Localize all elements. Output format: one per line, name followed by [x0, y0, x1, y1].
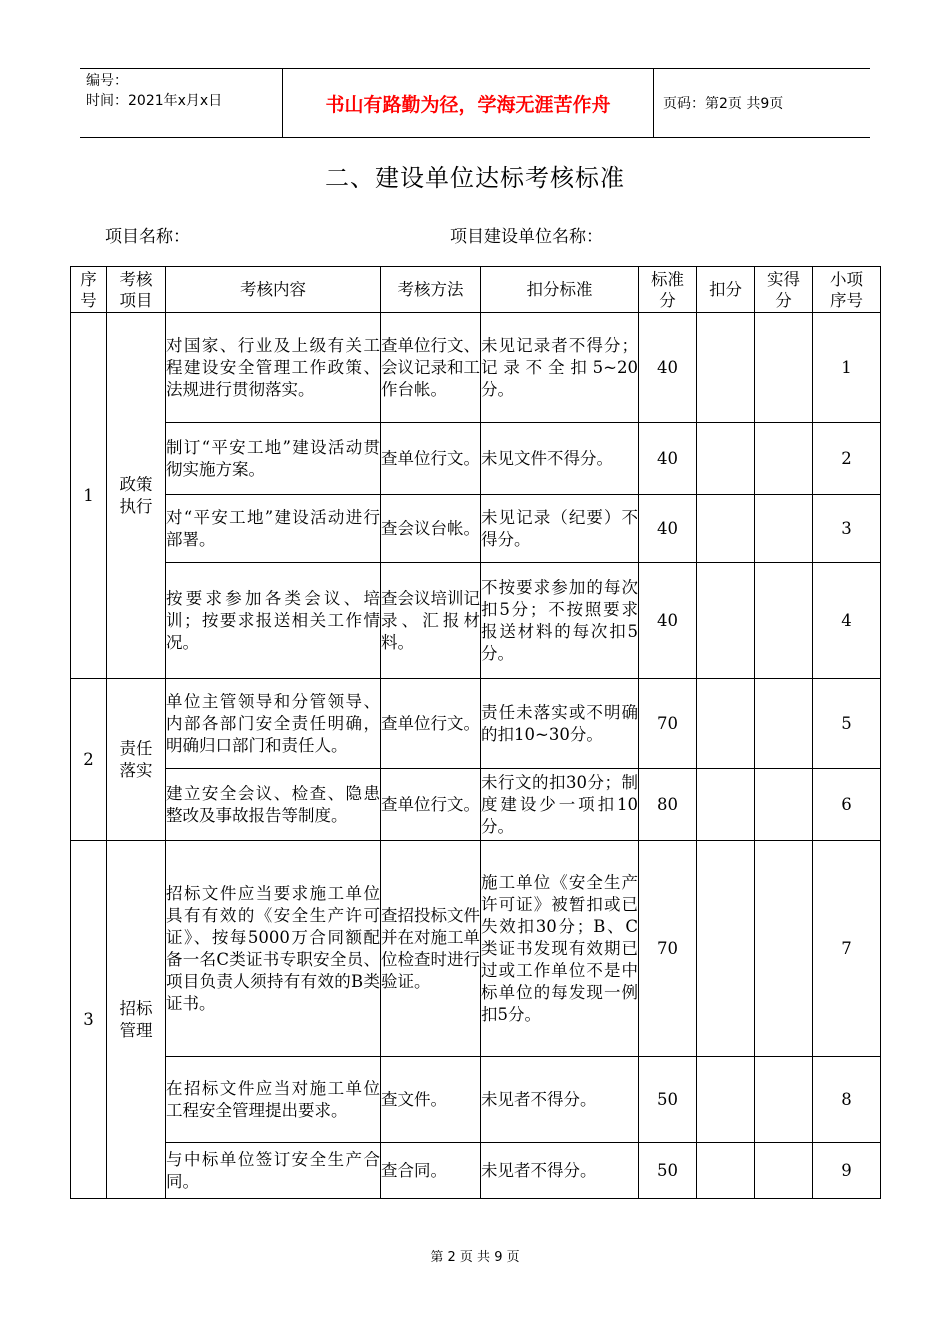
table-header-row	[71, 267, 881, 313]
page-header	[80, 68, 870, 138]
row-content: 与中标单位签订安全生产合同。	[166, 1143, 381, 1199]
row-deducted	[697, 841, 755, 1057]
row-content: 单位主管领导和分管领导、内部各部门安全责任明确，明确归口部门和责任人。	[166, 679, 381, 769]
row-deduction: 未行文的扣30分；制度建设少一项扣10分。	[481, 769, 639, 841]
row-item-no: 8	[813, 1057, 881, 1143]
row-actual	[755, 313, 813, 423]
row-method: 查单位行文。	[381, 679, 481, 769]
row-method: 查会议台帐。	[381, 495, 481, 563]
header-motto: 书山有路勤为径，学海无涯苦作舟	[282, 69, 654, 137]
header-category: 考核项目	[107, 267, 166, 313]
row-method: 查单位行文。	[381, 769, 481, 841]
header-deducted: 扣分	[697, 267, 755, 313]
row-method: 查合同。	[381, 1143, 481, 1199]
row-actual	[755, 841, 813, 1057]
row-method: 查招投标文件并在对施工单位检查时进行验证。	[381, 841, 481, 1057]
row-deduction: 未见记录（纪要）不得分。	[481, 495, 639, 563]
header-deduction: 扣分标准	[481, 267, 639, 313]
table-row	[71, 423, 881, 495]
row-deduction: 不按要求参加的每次扣5分；不按照要求报送材料的每次扣5分。	[481, 563, 639, 679]
row-actual	[755, 423, 813, 495]
header-no: 序号	[71, 267, 107, 313]
row-content: 对“平安工地”建设活动进行部署。	[166, 495, 381, 563]
row-deducted	[697, 769, 755, 841]
row-item-no: 3	[813, 495, 881, 563]
project-name-label: 项目名称：	[105, 227, 190, 247]
row-actual	[755, 495, 813, 563]
row-content: 在招标文件应当对施工单位工程安全管理提出要求。	[166, 1057, 381, 1143]
row-method: 查单位行文。	[381, 423, 481, 495]
section-no: 1	[71, 313, 107, 679]
table-row	[71, 1143, 881, 1199]
row-item-no: 9	[813, 1143, 881, 1199]
row-deduction: 未见者不得分。	[481, 1057, 639, 1143]
row-score: 50	[639, 1143, 697, 1199]
header-item-no: 小项序号	[813, 267, 881, 313]
table-row	[71, 495, 881, 563]
header-method: 考核方法	[381, 267, 481, 313]
row-actual	[755, 769, 813, 841]
section-category: 责任落实	[107, 679, 166, 841]
row-score: 70	[639, 679, 697, 769]
row-content: 制订“平安工地”建设活动贯彻实施方案。	[166, 423, 381, 495]
row-item-no: 4	[813, 563, 881, 679]
row-deducted	[697, 1143, 755, 1199]
row-deducted	[697, 313, 755, 423]
section-category: 招标管理	[107, 841, 166, 1199]
row-score: 50	[639, 1057, 697, 1143]
row-content: 建立安全会议、检查、隐患整改及事故报告等制度。	[166, 769, 381, 841]
row-actual	[755, 563, 813, 679]
row-deduction: 未见文件不得分。	[481, 423, 639, 495]
row-method: 查单位行文、会议记录和工作台帐。	[381, 313, 481, 423]
row-item-no: 7	[813, 841, 881, 1057]
row-deduction: 责任未落实或不明确的扣10~30分。	[481, 679, 639, 769]
row-item-no: 1	[813, 313, 881, 423]
table-row	[71, 679, 881, 769]
row-content: 对国家、行业及上级有关工程建设安全管理工作政策、法规进行贯彻落实。	[166, 313, 381, 423]
row-score: 40	[639, 563, 697, 679]
assessment-table	[70, 266, 881, 1199]
table-row	[71, 769, 881, 841]
table-row	[71, 841, 881, 1057]
header-content: 考核内容	[166, 267, 381, 313]
row-deducted	[697, 679, 755, 769]
header-actual-score: 实得分	[755, 267, 813, 313]
header-page-label: 页码：第2页 共9页	[663, 96, 784, 112]
header-standard-score: 标准分	[639, 267, 697, 313]
row-deduction: 施工单位《安全生产许可证》被暂扣或已失效扣30分；B、C类证书发现有效期已过或工作单位不是中标单位的每发现一例扣5分。	[481, 841, 639, 1057]
section-no: 3	[71, 841, 107, 1199]
row-score: 40	[639, 495, 697, 563]
table-row	[71, 563, 881, 679]
document-number-label: 编号：	[86, 73, 128, 89]
table-row	[71, 313, 881, 423]
row-score: 40	[639, 423, 697, 495]
page-footer: 第 2 页 共 9 页	[430, 1250, 520, 1265]
row-score: 70	[639, 841, 697, 1057]
row-actual	[755, 679, 813, 769]
row-score: 80	[639, 769, 697, 841]
row-deduction: 未见者不得分。	[481, 1143, 639, 1199]
row-item-no: 6	[813, 769, 881, 841]
header-meta	[80, 69, 282, 137]
table-row	[71, 1057, 881, 1143]
row-actual	[755, 1057, 813, 1143]
row-content: 招标文件应当要求施工单位具有有效的《安全生产许可证》、按每5000万合同额配备一名C类证书专职安全员、项目负责人须持有有效的B类证书。	[166, 841, 381, 1057]
builder-name-label: 项目建设单位名称：	[450, 227, 603, 247]
row-content: 按要求参加各类会议、培训；按要求报送相关工作情况。	[166, 563, 381, 679]
row-method: 查会议培训记录、汇报材料。	[381, 563, 481, 679]
row-item-no: 5	[813, 679, 881, 769]
row-method: 查文件。	[381, 1057, 481, 1143]
row-deducted	[697, 495, 755, 563]
row-deducted	[697, 563, 755, 679]
section-category: 政策执行	[107, 313, 166, 679]
row-deducted	[697, 423, 755, 495]
row-item-no: 2	[813, 423, 881, 495]
row-actual	[755, 1143, 813, 1199]
row-deduction: 未见记录者不得分；记录不全扣5~20分。	[481, 313, 639, 423]
row-deducted	[697, 1057, 755, 1143]
section-no: 2	[71, 679, 107, 841]
page-title: 二、建设单位达标考核标准	[325, 164, 625, 192]
row-score: 40	[639, 313, 697, 423]
document-time-label: 时间：2021年x月x日	[86, 93, 223, 109]
